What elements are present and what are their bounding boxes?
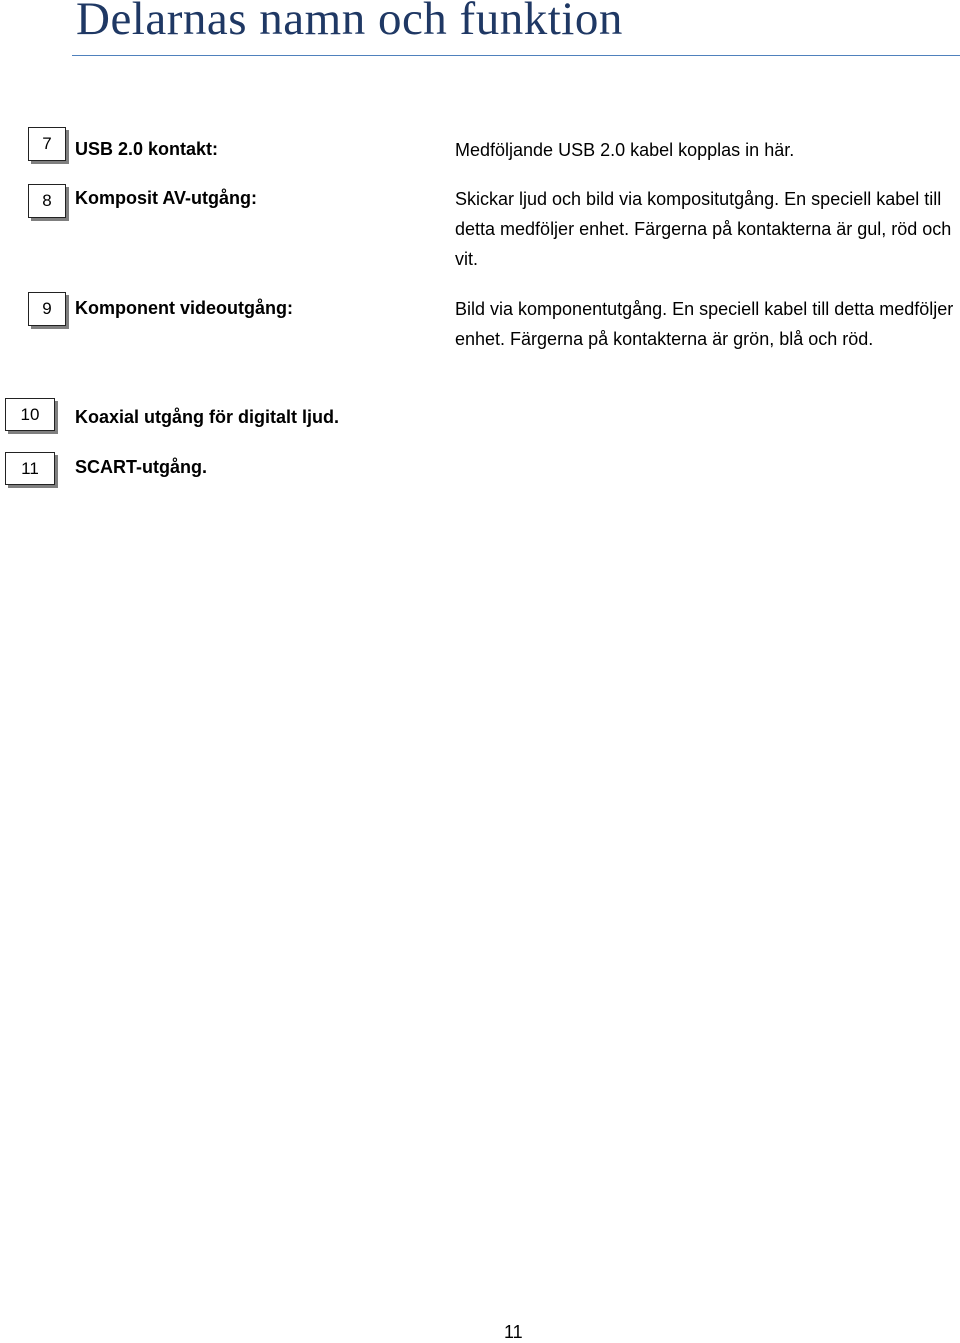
title-underline — [72, 55, 960, 56]
item-label: SCART-utgång. — [75, 457, 207, 477]
item-label: Komponent videoutgång: — [75, 298, 293, 318]
item-label: USB 2.0 kontakt: — [75, 139, 219, 159]
item-number-badge: 10 — [5, 398, 55, 431]
item-description: Bild via komponentutgång. En speciell kabel till detta medföljer enhet. Färgerna på kontakterna är grön, blå och röd. — [455, 299, 954, 349]
page-number: 11 — [504, 1322, 523, 1342]
item-label: Komposit AV-utgång: — [75, 188, 257, 208]
item-description: Skickar ljud och bild via kompositutgång. En speciell kabel till detta medföljer enhet. Färgerna på kontakterna är gul, röd och vit. — [455, 189, 952, 269]
item-description: Medföljande USB 2.0 kabel kopplas in här. — [455, 140, 795, 160]
item-label: Koaxial utgång för digitalt ljud. — [75, 407, 339, 427]
item-number-badge: 9 — [28, 292, 66, 326]
item-number-badge: 11 — [5, 452, 55, 485]
item-number-badge: 7 — [28, 127, 66, 161]
item-number-badge: 8 — [28, 184, 66, 218]
page-title: Delarnas namn och funktion — [76, 0, 623, 45]
